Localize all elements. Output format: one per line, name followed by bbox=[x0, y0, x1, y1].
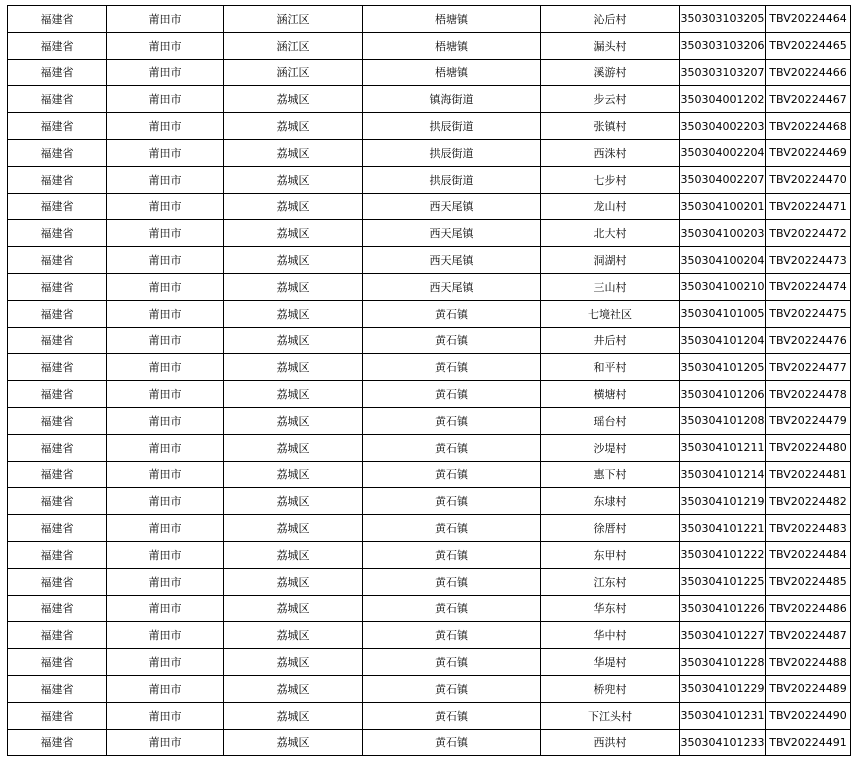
village-cell: 张镇村 bbox=[541, 113, 680, 140]
area-code-cell: 350304101229 bbox=[680, 675, 766, 702]
table-row bbox=[8, 675, 851, 702]
village-cell: 北大村 bbox=[541, 220, 680, 247]
tbv-code-cell: TBV20224484 bbox=[766, 541, 851, 568]
province-cell: 福建省 bbox=[8, 515, 107, 542]
city-cell: 莆田市 bbox=[107, 622, 224, 649]
village-cell: 西洪村 bbox=[541, 729, 680, 756]
district-cell: 荔城区 bbox=[224, 702, 363, 729]
district-cell: 荔城区 bbox=[224, 461, 363, 488]
town-cell: 黄石镇 bbox=[363, 300, 541, 327]
tbv-code-cell: TBV20224481 bbox=[766, 461, 851, 488]
province-cell: 福建省 bbox=[8, 113, 107, 140]
town-cell: 黄石镇 bbox=[363, 541, 541, 568]
city-cell: 莆田市 bbox=[107, 220, 224, 247]
district-cell: 荔城区 bbox=[224, 113, 363, 140]
province-cell: 福建省 bbox=[8, 622, 107, 649]
table-row bbox=[8, 461, 851, 488]
city-cell: 莆田市 bbox=[107, 461, 224, 488]
district-cell: 荔城区 bbox=[224, 622, 363, 649]
village-cell: 七境社区 bbox=[541, 300, 680, 327]
table-row bbox=[8, 166, 851, 193]
city-cell: 莆田市 bbox=[107, 247, 224, 274]
village-cell: 桥兜村 bbox=[541, 675, 680, 702]
village-cell: 七步村 bbox=[541, 166, 680, 193]
town-cell: 黄石镇 bbox=[363, 488, 541, 515]
area-code-cell: 350304101206 bbox=[680, 381, 766, 408]
table-row bbox=[8, 702, 851, 729]
province-cell: 福建省 bbox=[8, 568, 107, 595]
table-row bbox=[8, 113, 851, 140]
city-cell: 莆田市 bbox=[107, 381, 224, 408]
table-row bbox=[8, 273, 851, 300]
city-cell: 莆田市 bbox=[107, 702, 224, 729]
tbv-code-cell: TBV20224490 bbox=[766, 702, 851, 729]
table-row bbox=[8, 220, 851, 247]
area-code-cell: 350304101231 bbox=[680, 702, 766, 729]
table-row bbox=[8, 32, 851, 59]
area-code-cell: 350304101005 bbox=[680, 300, 766, 327]
tbv-code-cell: TBV20224486 bbox=[766, 595, 851, 622]
table-row bbox=[8, 488, 851, 515]
province-cell: 福建省 bbox=[8, 6, 107, 33]
town-cell: 黄石镇 bbox=[363, 649, 541, 676]
town-cell: 西天尾镇 bbox=[363, 247, 541, 274]
city-cell: 莆田市 bbox=[107, 113, 224, 140]
area-code-cell: 350304101208 bbox=[680, 407, 766, 434]
table-row bbox=[8, 327, 851, 354]
district-cell: 涵江区 bbox=[224, 6, 363, 33]
table-row bbox=[8, 622, 851, 649]
district-cell: 荔城区 bbox=[224, 193, 363, 220]
area-code-cell: 350304101233 bbox=[680, 729, 766, 756]
province-cell: 福建省 bbox=[8, 300, 107, 327]
province-cell: 福建省 bbox=[8, 729, 107, 756]
town-cell: 黄石镇 bbox=[363, 461, 541, 488]
area-code-cell: 350304101219 bbox=[680, 488, 766, 515]
city-cell: 莆田市 bbox=[107, 6, 224, 33]
village-cell: 徐厝村 bbox=[541, 515, 680, 542]
province-cell: 福建省 bbox=[8, 166, 107, 193]
tbv-code-cell: TBV20224491 bbox=[766, 729, 851, 756]
table-row bbox=[8, 139, 851, 166]
village-cell: 惠下村 bbox=[541, 461, 680, 488]
area-code-cell: 350304001202 bbox=[680, 86, 766, 113]
city-cell: 莆田市 bbox=[107, 515, 224, 542]
table-row bbox=[8, 381, 851, 408]
province-cell: 福建省 bbox=[8, 434, 107, 461]
area-code-cell: 350303103205 bbox=[680, 6, 766, 33]
district-cell: 荔城区 bbox=[224, 300, 363, 327]
area-code-cell: 350304100204 bbox=[680, 247, 766, 274]
district-cell: 荔城区 bbox=[224, 675, 363, 702]
province-cell: 福建省 bbox=[8, 193, 107, 220]
village-cell: 华堤村 bbox=[541, 649, 680, 676]
province-cell: 福建省 bbox=[8, 675, 107, 702]
district-cell: 荔城区 bbox=[224, 515, 363, 542]
area-code-cell: 350304100203 bbox=[680, 220, 766, 247]
area-code-cell: 350304101228 bbox=[680, 649, 766, 676]
tbv-code-cell: TBV20224482 bbox=[766, 488, 851, 515]
village-cell: 漏头村 bbox=[541, 32, 680, 59]
area-code-cell: 350303103206 bbox=[680, 32, 766, 59]
province-cell: 福建省 bbox=[8, 220, 107, 247]
province-cell: 福建省 bbox=[8, 247, 107, 274]
district-cell: 涵江区 bbox=[224, 59, 363, 86]
village-cell: 沁后村 bbox=[541, 6, 680, 33]
city-cell: 莆田市 bbox=[107, 568, 224, 595]
tbv-code-cell: TBV20224465 bbox=[766, 32, 851, 59]
table-row bbox=[8, 354, 851, 381]
town-cell: 梧塘镇 bbox=[363, 59, 541, 86]
table-row bbox=[8, 434, 851, 461]
village-cell: 洞湖村 bbox=[541, 247, 680, 274]
table-body bbox=[8, 6, 851, 756]
tbv-code-cell: TBV20224487 bbox=[766, 622, 851, 649]
area-code-cell: 350304100210 bbox=[680, 273, 766, 300]
table-row bbox=[8, 59, 851, 86]
table-row bbox=[8, 541, 851, 568]
town-cell: 镇海街道 bbox=[363, 86, 541, 113]
town-cell: 西天尾镇 bbox=[363, 273, 541, 300]
area-code-cell: 350304101214 bbox=[680, 461, 766, 488]
tbv-code-cell: TBV20224475 bbox=[766, 300, 851, 327]
city-cell: 莆田市 bbox=[107, 86, 224, 113]
tbv-code-cell: TBV20224489 bbox=[766, 675, 851, 702]
district-cell: 荔城区 bbox=[224, 354, 363, 381]
area-code-cell: 350304002207 bbox=[680, 166, 766, 193]
town-cell: 梧塘镇 bbox=[363, 32, 541, 59]
district-cell: 荔城区 bbox=[224, 568, 363, 595]
tbv-code-cell: TBV20224474 bbox=[766, 273, 851, 300]
village-cell: 龙山村 bbox=[541, 193, 680, 220]
city-cell: 莆田市 bbox=[107, 139, 224, 166]
city-cell: 莆田市 bbox=[107, 595, 224, 622]
city-cell: 莆田市 bbox=[107, 649, 224, 676]
district-cell: 荔城区 bbox=[224, 139, 363, 166]
tbv-code-cell: TBV20224485 bbox=[766, 568, 851, 595]
town-cell: 黄石镇 bbox=[363, 354, 541, 381]
village-cell: 三山村 bbox=[541, 273, 680, 300]
area-code-cell: 350304101204 bbox=[680, 327, 766, 354]
table-row bbox=[8, 568, 851, 595]
province-cell: 福建省 bbox=[8, 381, 107, 408]
district-cell: 荔城区 bbox=[224, 247, 363, 274]
area-code-cell: 350304101205 bbox=[680, 354, 766, 381]
city-cell: 莆田市 bbox=[107, 166, 224, 193]
city-cell: 莆田市 bbox=[107, 541, 224, 568]
village-cell: 步云村 bbox=[541, 86, 680, 113]
town-cell: 黄石镇 bbox=[363, 381, 541, 408]
table-row bbox=[8, 300, 851, 327]
town-cell: 黄石镇 bbox=[363, 702, 541, 729]
village-cell: 东甲村 bbox=[541, 541, 680, 568]
town-cell: 西天尾镇 bbox=[363, 193, 541, 220]
village-cell: 横塘村 bbox=[541, 381, 680, 408]
table-row bbox=[8, 515, 851, 542]
area-code-cell: 350304101226 bbox=[680, 595, 766, 622]
city-cell: 莆田市 bbox=[107, 300, 224, 327]
tbv-code-cell: TBV20224476 bbox=[766, 327, 851, 354]
table-row bbox=[8, 86, 851, 113]
town-cell: 西天尾镇 bbox=[363, 220, 541, 247]
province-cell: 福建省 bbox=[8, 59, 107, 86]
village-cell: 东埭村 bbox=[541, 488, 680, 515]
village-cell: 西洙村 bbox=[541, 139, 680, 166]
province-cell: 福建省 bbox=[8, 541, 107, 568]
district-cell: 荔城区 bbox=[224, 488, 363, 515]
village-cell: 华中村 bbox=[541, 622, 680, 649]
province-cell: 福建省 bbox=[8, 32, 107, 59]
town-cell: 黄石镇 bbox=[363, 434, 541, 461]
area-code-cell: 350304101211 bbox=[680, 434, 766, 461]
city-cell: 莆田市 bbox=[107, 488, 224, 515]
area-code-cell: 350304002203 bbox=[680, 113, 766, 140]
village-code-table bbox=[7, 5, 851, 756]
tbv-code-cell: TBV20224477 bbox=[766, 354, 851, 381]
city-cell: 莆田市 bbox=[107, 59, 224, 86]
district-cell: 荔城区 bbox=[224, 407, 363, 434]
province-cell: 福建省 bbox=[8, 407, 107, 434]
tbv-code-cell: TBV20224467 bbox=[766, 86, 851, 113]
area-code-cell: 350304101227 bbox=[680, 622, 766, 649]
city-cell: 莆田市 bbox=[107, 32, 224, 59]
tbv-code-cell: TBV20224464 bbox=[766, 6, 851, 33]
province-cell: 福建省 bbox=[8, 354, 107, 381]
district-cell: 荔城区 bbox=[224, 273, 363, 300]
district-cell: 荔城区 bbox=[224, 649, 363, 676]
tbv-code-cell: TBV20224470 bbox=[766, 166, 851, 193]
tbv-code-cell: TBV20224473 bbox=[766, 247, 851, 274]
town-cell: 黄石镇 bbox=[363, 568, 541, 595]
table-row bbox=[8, 649, 851, 676]
province-cell: 福建省 bbox=[8, 488, 107, 515]
district-cell: 荔城区 bbox=[224, 327, 363, 354]
village-cell: 华东村 bbox=[541, 595, 680, 622]
village-cell: 下江头村 bbox=[541, 702, 680, 729]
tbv-code-cell: TBV20224480 bbox=[766, 434, 851, 461]
district-cell: 荔城区 bbox=[224, 220, 363, 247]
town-cell: 黄石镇 bbox=[363, 622, 541, 649]
district-cell: 荔城区 bbox=[224, 595, 363, 622]
area-code-cell: 350304101222 bbox=[680, 541, 766, 568]
tbv-code-cell: TBV20224478 bbox=[766, 381, 851, 408]
table-row bbox=[8, 193, 851, 220]
table-row bbox=[8, 729, 851, 756]
town-cell: 黄石镇 bbox=[363, 327, 541, 354]
tbv-code-cell: TBV20224471 bbox=[766, 193, 851, 220]
table-row bbox=[8, 247, 851, 274]
tbv-code-cell: TBV20224483 bbox=[766, 515, 851, 542]
tbv-code-cell: TBV20224488 bbox=[766, 649, 851, 676]
province-cell: 福建省 bbox=[8, 595, 107, 622]
province-cell: 福建省 bbox=[8, 649, 107, 676]
province-cell: 福建省 bbox=[8, 327, 107, 354]
table-row bbox=[8, 407, 851, 434]
district-cell: 荔城区 bbox=[224, 541, 363, 568]
village-cell: 沙堤村 bbox=[541, 434, 680, 461]
city-cell: 莆田市 bbox=[107, 273, 224, 300]
district-cell: 荔城区 bbox=[224, 434, 363, 461]
area-code-cell: 350304002204 bbox=[680, 139, 766, 166]
city-cell: 莆田市 bbox=[107, 407, 224, 434]
province-cell: 福建省 bbox=[8, 702, 107, 729]
city-cell: 莆田市 bbox=[107, 675, 224, 702]
town-cell: 拱辰街道 bbox=[363, 139, 541, 166]
town-cell: 拱辰街道 bbox=[363, 113, 541, 140]
table-row bbox=[8, 595, 851, 622]
village-cell: 瑶台村 bbox=[541, 407, 680, 434]
area-code-cell: 350303103207 bbox=[680, 59, 766, 86]
town-cell: 梧塘镇 bbox=[363, 6, 541, 33]
city-cell: 莆田市 bbox=[107, 434, 224, 461]
village-cell: 井后村 bbox=[541, 327, 680, 354]
province-cell: 福建省 bbox=[8, 139, 107, 166]
district-cell: 涵江区 bbox=[224, 32, 363, 59]
table-row bbox=[8, 6, 851, 33]
district-cell: 荔城区 bbox=[224, 729, 363, 756]
city-cell: 莆田市 bbox=[107, 354, 224, 381]
tbv-code-cell: TBV20224472 bbox=[766, 220, 851, 247]
area-code-cell: 350304101225 bbox=[680, 568, 766, 595]
village-cell: 江东村 bbox=[541, 568, 680, 595]
city-cell: 莆田市 bbox=[107, 327, 224, 354]
town-cell: 黄石镇 bbox=[363, 675, 541, 702]
tbv-code-cell: TBV20224469 bbox=[766, 139, 851, 166]
city-cell: 莆田市 bbox=[107, 193, 224, 220]
district-cell: 荔城区 bbox=[224, 381, 363, 408]
village-cell: 和平村 bbox=[541, 354, 680, 381]
area-code-cell: 350304100201 bbox=[680, 193, 766, 220]
town-cell: 黄石镇 bbox=[363, 595, 541, 622]
tbv-code-cell: TBV20224468 bbox=[766, 113, 851, 140]
town-cell: 黄石镇 bbox=[363, 729, 541, 756]
tbv-code-cell: TBV20224466 bbox=[766, 59, 851, 86]
area-code-cell: 350304101221 bbox=[680, 515, 766, 542]
tbv-code-cell: TBV20224479 bbox=[766, 407, 851, 434]
province-cell: 福建省 bbox=[8, 86, 107, 113]
district-cell: 荔城区 bbox=[224, 166, 363, 193]
town-cell: 拱辰街道 bbox=[363, 166, 541, 193]
province-cell: 福建省 bbox=[8, 273, 107, 300]
province-cell: 福建省 bbox=[8, 461, 107, 488]
city-cell: 莆田市 bbox=[107, 729, 224, 756]
district-cell: 荔城区 bbox=[224, 86, 363, 113]
town-cell: 黄石镇 bbox=[363, 515, 541, 542]
village-cell: 溪游村 bbox=[541, 59, 680, 86]
town-cell: 黄石镇 bbox=[363, 407, 541, 434]
